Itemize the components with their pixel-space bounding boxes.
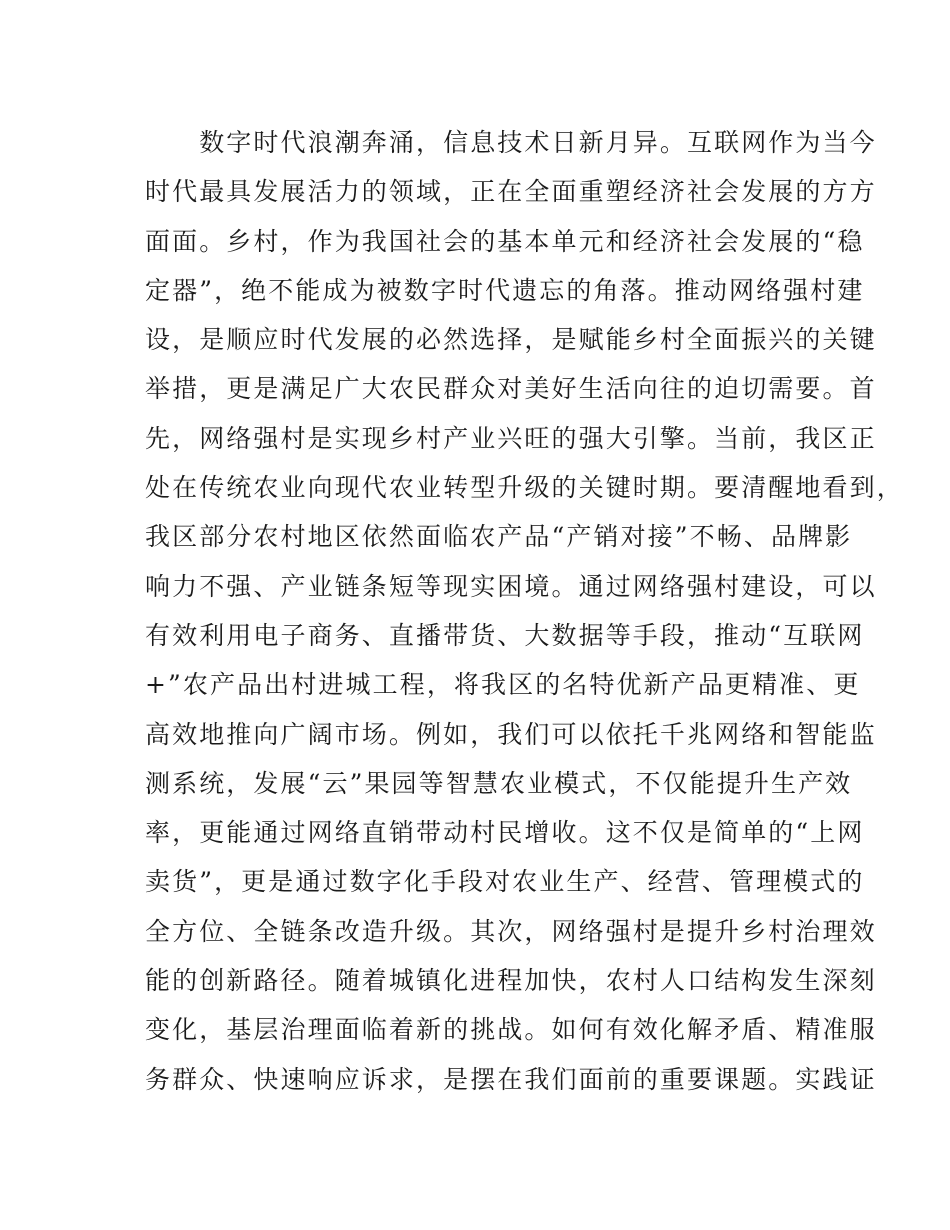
text-line: 测系统，发展“云”果园等智慧农业模式，不仅能提升生产效 — [145, 768, 853, 798]
text-line: 率，更能通过网络直销带动村民增收。这不仅是简单的“上网 — [145, 818, 865, 848]
text-line: 时代最具发展活力的领域，正在全面重塑经济社会发展的方方 — [145, 177, 877, 207]
text-line: 能的创新路径。随着城镇化进程加快，农村人口结构发生深刻 — [145, 966, 877, 996]
text-line: 我区部分农村地区依然面临农产品“产销对接”不畅、品牌影 — [145, 522, 853, 552]
text-line: 有效利用电子商务、直播带货、大数据等手段，推动“互联网 — [145, 620, 865, 650]
text-line: 变化，基层治理面临着新的挑战。如何有效化解矛盾、精准服 — [145, 1015, 877, 1045]
text-line: 设，是顺应时代发展的必然选择，是赋能乡村全面振兴的关键 — [145, 325, 877, 355]
text-line: 高效地推向广阔市场。例如，我们可以依托千兆网络和智能监 — [145, 719, 877, 749]
text-line: 卖货”，更是通过数字化手段对农业生产、经营、管理模式的 — [145, 867, 865, 897]
text-line: 定器”，绝不能成为被数字时代遗忘的角落。推动网络强村建 — [145, 275, 865, 305]
text-line: 务群众、快速响应诉求，是摆在我们面前的重要课题。实践证 — [145, 1064, 877, 1094]
text-line: 先，网络强村是实现乡村产业兴旺的强大引擎。当前，我区正 — [145, 423, 877, 453]
text-line: 数字时代浪潮奔涌，信息技术日新月异。互联网作为当今 — [145, 128, 877, 157]
text-line: 全方位、全链条改造升级。其次，网络强村是提升乡村治理效 — [145, 916, 877, 946]
text-line: 举措，更是满足广大农民群众对美好生活向往的迫切需要。首 — [145, 374, 877, 404]
text-line: 处在传统农业向现代农业转型升级的关键时期。要清醒地看到， — [145, 473, 904, 503]
text-line: 面面。乡村，作为我国社会的基本单元和经济社会发展的“稳 — [145, 226, 865, 256]
text-line: +”农产品出村进城工程，将我区的名特优新产品更精准、更 — [145, 670, 861, 700]
body-paragraph — [145, 118, 904, 1104]
text-line: 响力不强、产业链条短等现实困境。通过网络强村建设，可以 — [145, 571, 877, 601]
